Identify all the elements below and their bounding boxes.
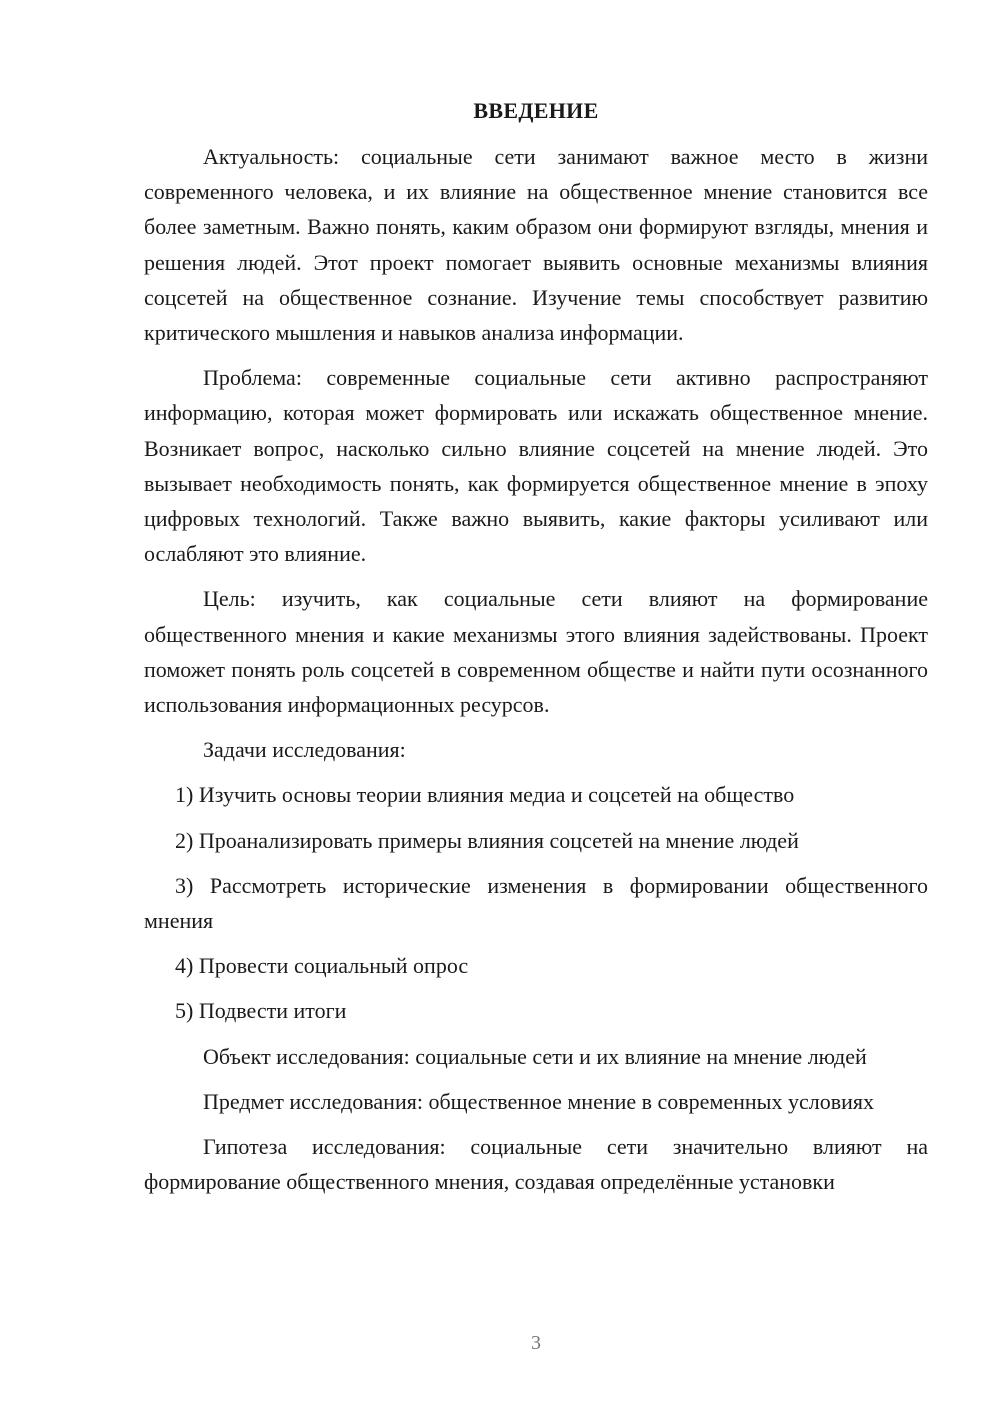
task-item-3: 3) Рассмотреть исторические изменения в формировании общественного мнения <box>144 872 928 934</box>
page-number: 3 <box>531 1332 541 1354</box>
task-item-4: 4) Провести социальный опрос <box>175 953 469 979</box>
tasks-heading: Задачи исследования: <box>203 737 406 763</box>
task-item-2: 2) Проанализировать примеры влияния соцсетей на мнение людей <box>175 827 799 853</box>
paragraph-object: Объект исследования: социальные сети и их влияние на мнение людей <box>203 1043 867 1069</box>
task-item-1: 1) Изучить основы теории влияния медиа и соцсетей на общество <box>175 782 795 808</box>
section-title: ВВЕДЕНИЕ <box>473 98 599 123</box>
page-content <box>144 96 928 1199</box>
paragraph-hypothesis: Гипотеза исследования: социальные сети значительно влияют на формирование общественного мнения, создавая определённые установки <box>144 1134 928 1195</box>
paragraph-problem: Проблема: современные социальные сети активно распространяют информацию, которая может формировать или искажать общественное мнение. Возникает вопрос, насколько сильно влияние соцсетей на мнение людей. Это вызывает необходимость понять, как формируется общественное мнение в эпоху цифровых технологий. Также важно выявить, какие факторы усиливают или ослабляют это влияние. <box>144 365 928 567</box>
paragraph-subject: Предмет исследования: общественное мнение в современных условиях <box>203 1088 874 1114</box>
paragraph-goal: Цель: изучить, как социальные сети влияют на формирование общественного мнения и какие механизмы этого влияния задействованы. Проект поможет понять роль соцсетей в современном обществе и найти пути осознанного использования информационных ресурсов. <box>144 586 928 718</box>
task-item-5: 5) Подвести итоги <box>175 998 347 1024</box>
paragraph-relevance: Актуальность: социальные сети занимают важное место в жизни современного человека, и их влияние на общественное мнение становится все более заметным. Важно понять, каким образом они формируют взгляды, мнения и решения людей. Этот проект помогает выявить основные механизмы влияния соцсетей на общественное сознание. Изучение темы способствует развитию критического мышления и навыков анализа информации. <box>144 144 928 346</box>
